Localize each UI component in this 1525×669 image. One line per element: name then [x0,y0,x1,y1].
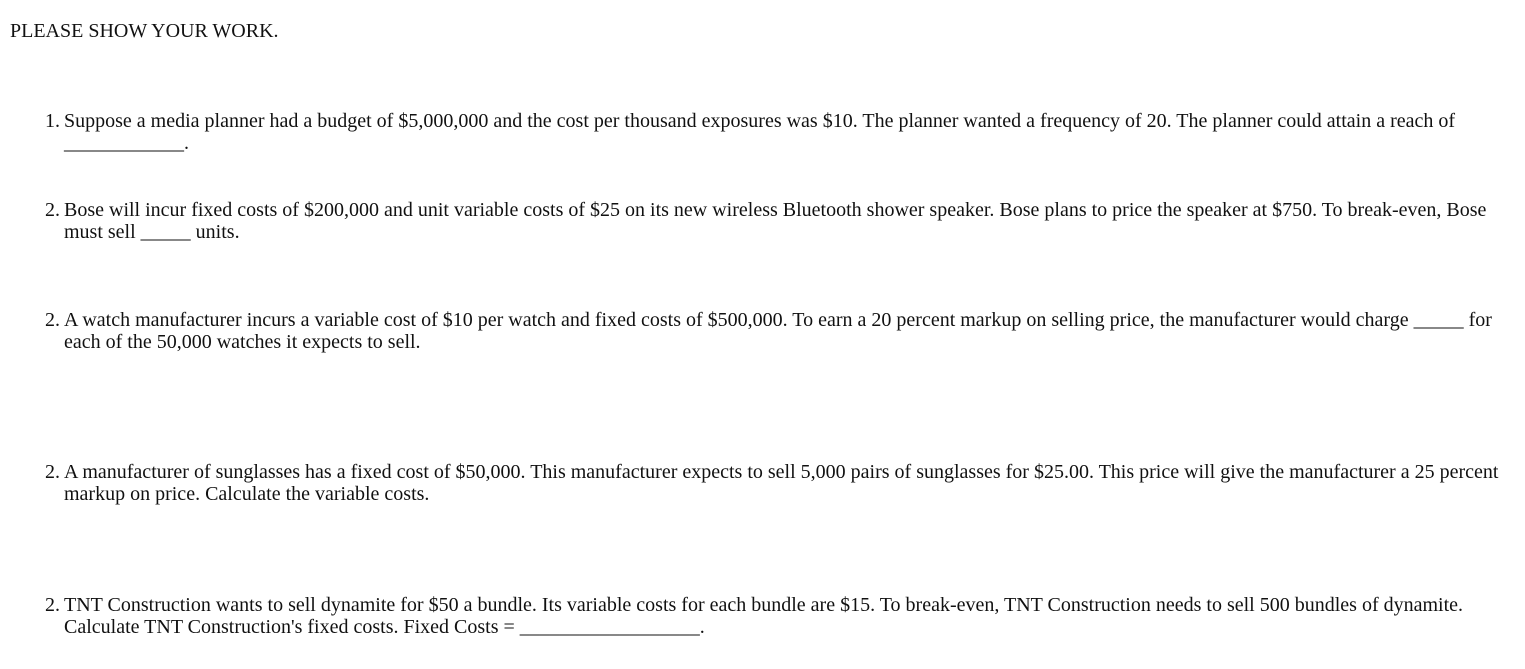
question-number: 2. [45,594,60,616]
question-item [0,309,1525,353]
question-number: 1. [45,110,60,132]
question-text: TNT Construction wants to sell dynamite for $50 a bundle. Its variable costs for each bundle are $15. To break-even, TNT Construction needs to sell 500 bundles of dynamite. Calculate TNT Construction's fixed costs. Fixed Costs = __________________. [64,594,1464,638]
question-text: A watch manufacturer incurs a variable cost of $10 per watch and fixed costs of $500,000. To earn a 20 percent markup on selling price, the manufacturer would charge _____ for each of the 50,000 watches it expects to sell. [64,309,1492,353]
question-number: 2. [45,199,60,221]
question-item [0,110,1525,154]
question-text: Bose will incur fixed costs of $200,000 and unit variable costs of $25 on its new wireless Bluetooth shower speaker. Bose plans to price the speaker at $750. To break-even, Bose must sell _____ units. [64,199,1487,243]
question-text: A manufacturer of sunglasses has a fixed cost of $50,000. This manufacturer expects to sell 5,000 pairs of sunglasses for $25.00. This price will give the manufacturer a 25 percent markup on price. Calculate the variable costs. [64,461,1499,505]
question-text: Suppose a media planner had a budget of $5,000,000 and the cost per thousand exposures was $10. The planner wanted a frequency of 20. The planner could attain a reach of ____________. [64,110,1456,154]
question-item [0,461,1525,505]
page-heading: PLEASE SHOW YOUR WORK. [10,20,279,42]
question-number: 2. [45,461,60,483]
question-item [0,199,1525,243]
question-item [0,594,1525,638]
question-number: 2. [45,309,60,331]
